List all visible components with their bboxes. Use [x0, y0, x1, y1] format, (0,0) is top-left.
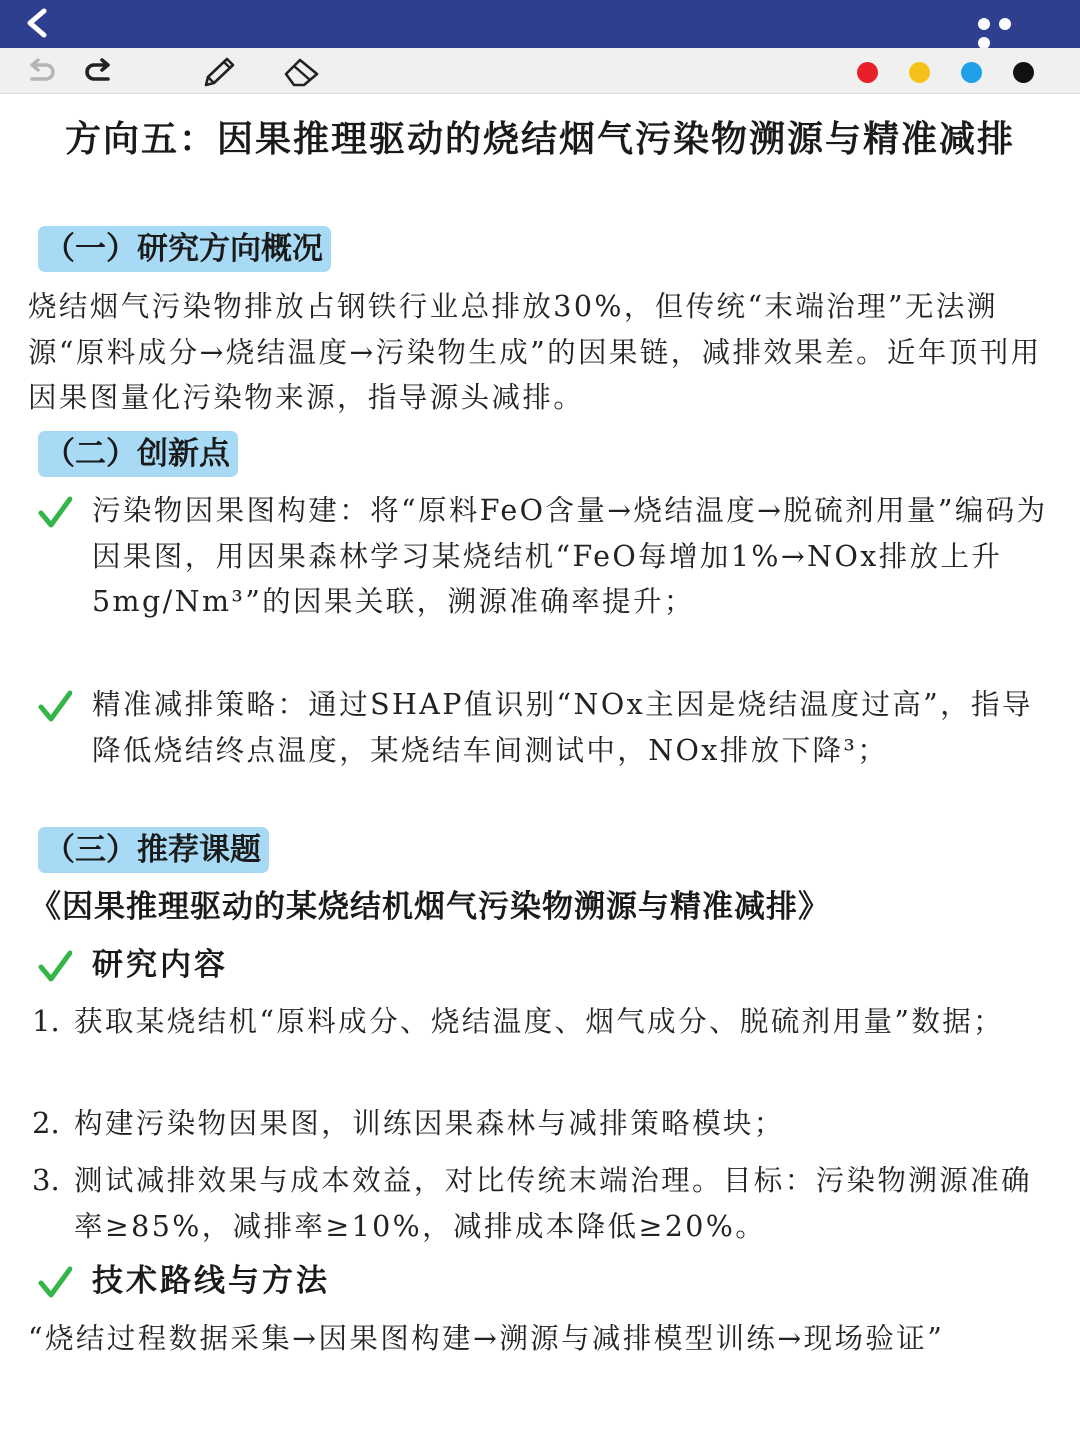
back-button[interactable]	[22, 8, 56, 38]
pen-tool-button[interactable]	[200, 56, 240, 86]
more-options-button[interactable]	[978, 15, 1040, 31]
color-swatch-blue[interactable]	[961, 62, 982, 83]
undo-icon	[24, 56, 58, 86]
check-icon	[38, 496, 72, 530]
innovation-point-1: 污染物因果图构建：将“原料FeO含量→烧结温度→脱硫剂用量”编码为因果图，用因果森林学习某烧结机“FeO每增加1%→NOx排放上升5mg/Nm³”的因果关联，溯源准确率提升；	[92, 494, 1048, 618]
list-item-number: 2.	[32, 1106, 60, 1140]
section-heading-innovation: （二）创新点	[38, 431, 238, 477]
document-title: 方向五：因果推理驱动的烧结烟气污染物溯源与精准减排	[64, 118, 1015, 160]
undo-button[interactable]	[24, 56, 58, 86]
check-icon	[38, 950, 72, 984]
technical-route-heading: 技术路线与方法	[92, 1263, 330, 1299]
list-item: 构建污染物因果图，训练因果森林与减排策略模块；	[74, 1107, 785, 1140]
list-item: 测试减排效果与成本效益，对比传统末端治理。目标：污染物溯源准确率≥85%，减排率≥10%，减排成本降低≥20%。	[74, 1164, 1032, 1243]
innovation-point-2: 精准减排策略：通过SHAP值识别“NOx主因是烧结温度过高”，指导降低烧结终点温度，某烧结车间测试中，NOx排放下降³；	[92, 688, 1033, 767]
section-heading-recommended-topic: （三）推荐课题	[38, 827, 269, 873]
annotation-toolbar	[0, 48, 1080, 94]
pencil-icon	[200, 56, 240, 88]
top-nav-bar	[0, 0, 1080, 48]
color-swatch-yellow[interactable]	[909, 62, 930, 83]
more-dots-icon	[978, 18, 990, 30]
color-swatch-black[interactable]	[1013, 62, 1034, 83]
chevron-left-icon	[22, 8, 56, 38]
section-heading-overview: （一）研究方向概况	[38, 226, 331, 272]
topic-title: 《因果推理驱动的某烧结机烟气污染物溯源与精准减排》	[30, 889, 830, 925]
overview-paragraph: 烧结烟气污染物排放占钢铁行业总排放30%，但传统“末端治理”无法溯源“原料成分→烧结温度→污染物生成”的因果链，减排效果差。近年顶刊用因果图量化污染物来源，指导源头减排。	[28, 290, 1042, 414]
eraser-icon	[282, 56, 322, 88]
check-icon	[38, 690, 72, 724]
more-dots-icon	[999, 18, 1011, 30]
redo-button[interactable]	[82, 56, 116, 86]
technical-route-text: “烧结过程数据采集→因果图构建→溯源与减排模型训练→现场验证”	[28, 1322, 945, 1355]
eraser-tool-button[interactable]	[282, 56, 322, 86]
list-item-number: 3.	[32, 1163, 60, 1197]
research-content-heading: 研究内容	[92, 947, 228, 983]
redo-icon	[82, 56, 116, 86]
list-item: 获取某烧结机“原料成分、烧结温度、烟气成分、脱硫剂用量”数据；	[74, 1005, 1005, 1038]
color-swatch-red[interactable]	[857, 62, 878, 83]
check-icon	[38, 1266, 72, 1300]
list-item-number: 1.	[32, 1004, 60, 1038]
